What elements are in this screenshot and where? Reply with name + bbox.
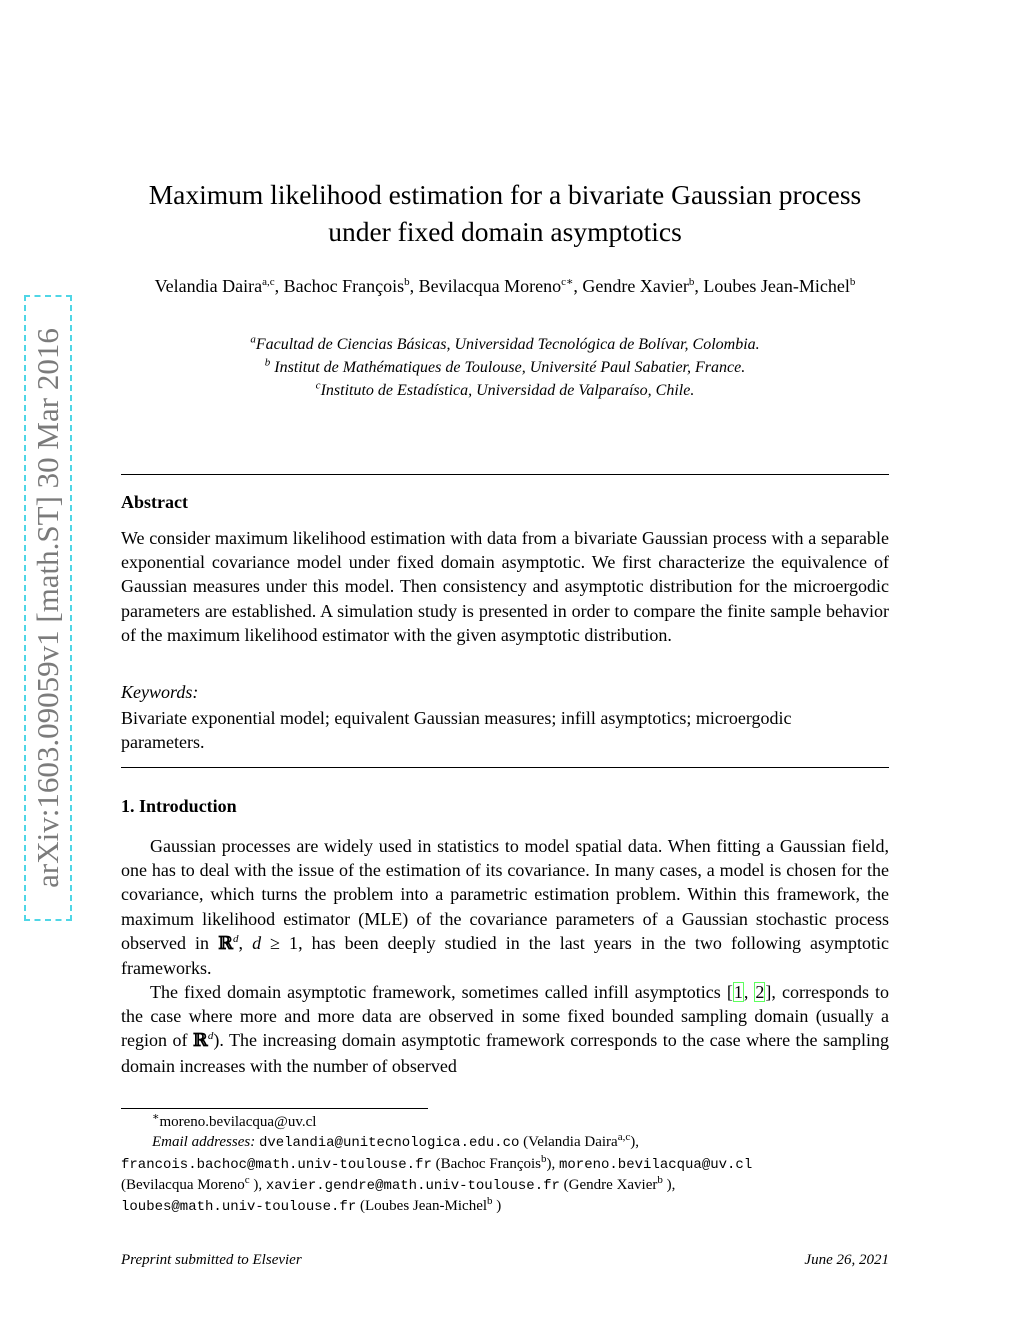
footnote-rule (121, 1108, 428, 1109)
intro-paragraph-2: The fixed domain asymptotic framework, sometimes called infill asymptotics [1, 2], corresponds to the case where more and more data are observed in some fixed bounded sampling domain (usually a region of ℝ$^d$). The increasing domain asymptotic framework corresponds to the case where the sampling domain increases with the number of observed (121, 982, 890, 1076)
footer-preprint-note: Preprint submitted to Elsevier (121, 1252, 302, 1268)
email-line: loubes@math.univ-toulouse.fr (Loubes Jean-Michel$^b$ ) (121, 1195, 502, 1216)
email-address[interactable]: xavier.gendre@math.univ-toulouse.fr (265, 1177, 560, 1194)
affiliation-list (121, 333, 889, 402)
author-name: Bachoc François (283, 276, 405, 296)
author-affil-mark: c∗ (561, 276, 574, 288)
arxiv-identifier-stamp[interactable] (24, 295, 72, 921)
email-line: (Bevilacqua Moreno$^c$ ), xavier.gendre@math.univ-toulouse.fr (Gendre Xavier$^b$ ), (121, 1173, 676, 1194)
email-address[interactable]: dvelandia@unitecnologica.edu.co (258, 1135, 520, 1152)
author-affil-mark: b (688, 276, 695, 288)
author-name: Velandia Daira (154, 276, 263, 296)
arxiv-identifier-text: arXiv:1603.09059v1 [math.ST] 30 Mar 2016 (30, 328, 65, 888)
intro-paragraph-1: Gaussian processes are widely used in statistics to model spatial data. When fitting a Gaussian field, one has to deal with the issue of the estimation of its covariance. In many cases, a model is chosen for the covariance, which turns the problem into a parametric estimation problem. Within this framework, the maximum likelihood estimator (MLE) of the covariance parameters of a Gaussian stochastic process observed in ℝ$^d$, d ≥ 1, has been deeply studied in the last years in the two following asymptotic frameworks. (121, 836, 890, 979)
keywords-text: Bivariate exponential model; equivalent Gaussian measures; infill asymptotics; microergodic parameters. (121, 708, 792, 752)
footnotes (121, 1112, 889, 1217)
keywords-heading: Keywords: (121, 682, 199, 702)
abstract-top-rule (121, 474, 889, 475)
affiliation-item: $^b$ Institut de Mathématiques de Toulouse, Université Paul Sabatier, France. (264, 356, 746, 376)
affiliation-item: $^a$Facultad de Ciencias Básicas, Universidad Tecnológica de Bolívar, Colombia. (250, 333, 760, 353)
affiliation-item: $^c$Instituto de Estadística, Universidad de Valparaíso, Chile. (315, 379, 695, 399)
email-address[interactable]: loubes@math.univ-toulouse.fr (121, 1199, 357, 1216)
author-name: Loubes Jean-Michel (703, 276, 850, 296)
author-name: Bevilacqua Moreno (418, 276, 562, 296)
email-line: francois.bachoc@math.univ-toulouse.fr (Bachoc François$^b$), moreno.bevilacqua@uv.cl (121, 1152, 753, 1173)
abstract-text: We consider maximum likelihood estimation with data from a bivariate Gaussian process with a separable exponential covariance model under fixed domain asymptotic. We first characterize the equivalence of Gaussian measures under this model. Then consistency and asymptotic distribution for the microergodic parameters are established. A simulation study is presented in order to compare the finite sample behavior of the maximum likelihood estimator with the given asymptotic distribution. (121, 528, 889, 645)
abstract-heading: Abstract (121, 492, 188, 512)
author-affil-mark: b (404, 276, 410, 288)
abstract-bottom-rule (121, 767, 889, 768)
email-address[interactable]: moreno.bevilacqua@uv.cl (559, 1156, 753, 1173)
author-name: Gendre Xavier (582, 276, 689, 296)
title-line-1: Maximum likelihood estimation for a bivariate Gaussian process (148, 179, 862, 210)
section-heading-introduction: 1. Introduction (121, 796, 237, 816)
citation-link[interactable]: 2 (755, 982, 765, 1002)
title-line-2: under fixed domain asymptotics (328, 216, 682, 247)
paper-title (121, 176, 889, 250)
author-list: Velandia Daira$^{a,c}$, Bachoc François$^b$, Bevilacqua Moreno$^{c∗}$, Gendre Xavier$^b$, Loubes Jean-Michel$^b$ (154, 276, 856, 296)
author-affil-mark: a,c (262, 276, 275, 288)
email-address[interactable]: francois.bachoc@math.univ-toulouse.fr (121, 1156, 432, 1173)
corresponding-author-note: ∗moreno.bevilacqua@uv.cl (152, 1111, 317, 1130)
footer-date: June 26, 2021 (804, 1252, 889, 1268)
author-affil-mark: b (849, 276, 856, 288)
email-line: Email addresses: dvelandia@unitecnologica.edu.co (Velandia Daira$^{a,c}$), (152, 1131, 639, 1152)
citation-link[interactable]: 1 (733, 982, 743, 1002)
